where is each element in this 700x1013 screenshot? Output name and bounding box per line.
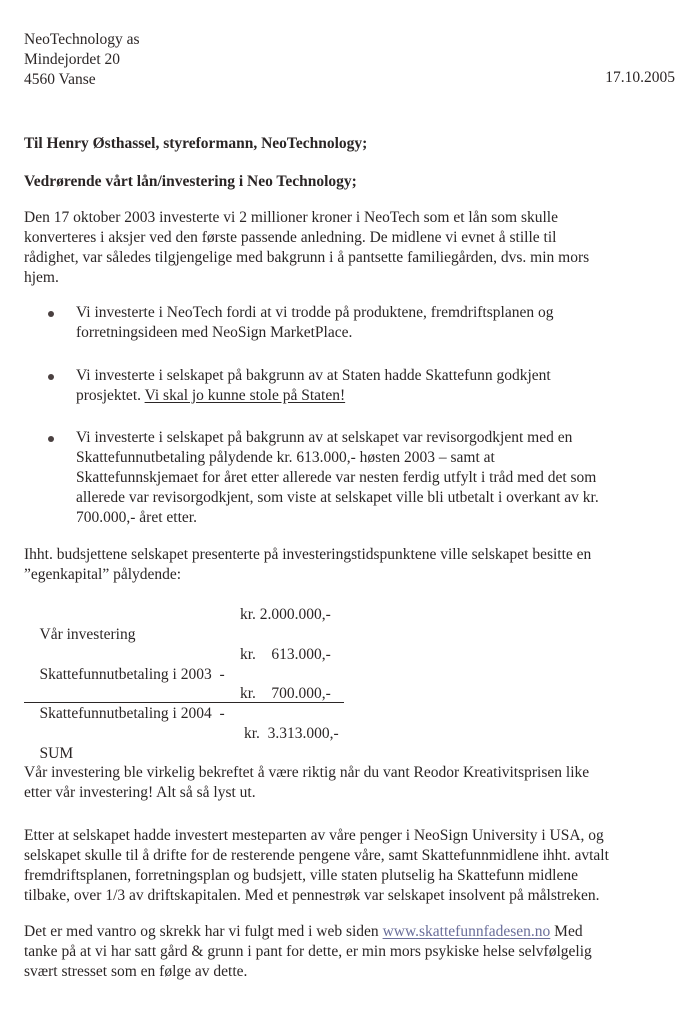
text-line: Vi investerte i NeoTech fordi at vi trodde på produktene, fremdriftsplanen og bbox=[76, 304, 554, 321]
bullet-icon bbox=[48, 311, 54, 317]
sender-address bbox=[24, 30, 140, 90]
row-amount: kr. 700.000,- bbox=[240, 685, 331, 702]
sender-postal: 4560 Vanse bbox=[24, 71, 96, 88]
subtotal-divider bbox=[24, 685, 344, 703]
underlined-emphasis: Vi skal jo kunne stole på Staten! bbox=[144, 387, 346, 404]
text-line bbox=[76, 386, 551, 406]
text-line: selskapet skulle til å drifte for de resterende pengene våre, samt Skattefunnmidlene ihht. avtalt bbox=[24, 847, 609, 864]
recipient-heading: Til Henry Østhassel, styreformann, NeoTechnology; bbox=[24, 135, 368, 152]
text-line: Etter at selskapet hadde investert mesteparten av våre penger i NeoSign University i USA, og bbox=[24, 827, 604, 844]
bullet-icon bbox=[48, 374, 54, 380]
text-line: forretningsideen med NeoSign MarketPlace. bbox=[76, 324, 353, 341]
text-line: 700.000,- året etter. bbox=[76, 509, 197, 526]
subject-heading: Vedrørende vårt lån/investering i Neo Technology; bbox=[24, 173, 357, 190]
text-line: Den 17 oktober 2003 investerte vi 2 millioner kroner i NeoTech som et lån som skulle bbox=[24, 209, 558, 226]
website-link[interactable]: www.skattefunnfadesen.no bbox=[382, 923, 551, 940]
text-line: Vi investerte i selskapet på bakgrunn av at selskapet var revisorgodkjent med en bbox=[76, 429, 573, 446]
row-label: Skattefunnutbetaling i 2003 - bbox=[39, 666, 225, 683]
text-line: svært stresset som en følge av dette. bbox=[24, 963, 248, 980]
row-label: Skattefunnutbetaling i 2004 - bbox=[39, 705, 225, 722]
sender-company: NeoTechnology as bbox=[24, 31, 140, 48]
text-line: konverteres i aksjer ved den første passende anledning. De midlene vi evnet å stille til bbox=[24, 229, 557, 246]
text-line: rådighet, var således tilgjengelige med bakgrunn i å pantsette familiegården, dvs. min mors bbox=[24, 249, 590, 266]
sum-amount: kr. 3.313.000,- bbox=[244, 725, 339, 742]
text-line: tilbake, over 1/3 av driftskapitalen. Med et pennestrøk var selskapet insolvent på målstreken. bbox=[24, 887, 600, 904]
text-line: allerede var revisorgodkjent, som viste at selskapet ville bli utbetalt i overkant av kr. bbox=[76, 489, 599, 506]
insolvency-paragraph bbox=[24, 826, 674, 906]
text-fragment: Det er med vantro og skrekk har vi fulgt med i web siden bbox=[24, 923, 383, 940]
row-amount: kr. 613.000,- bbox=[240, 646, 331, 663]
confirmation-paragraph bbox=[24, 763, 674, 803]
letter-date: 17.10.2005 bbox=[605, 69, 675, 86]
text-line: Vår investering ble virkelig bekreftet å være riktig når du vant Reodor Kreativitsprisen like bbox=[24, 764, 590, 781]
row-label: SUM bbox=[39, 745, 74, 762]
text-line: tanke på at vi har satt gård & grunn i pant for dette, er min mors psykiske helse selvfølgelig bbox=[24, 943, 592, 960]
budget-paragraph bbox=[24, 545, 674, 585]
text-fragment: prosjektet. bbox=[76, 387, 145, 404]
text-fragment: Med bbox=[550, 923, 583, 940]
text-line: Skattefunnskjemaet for året etter allerede var nesten ferdig utfylt i tråd med det som bbox=[76, 469, 597, 486]
text-line: Ihht. budsjettene selskapet presenterte på investeringstidspunktene ville selskapet besitte en bbox=[24, 546, 592, 563]
text-line: ”egenkapital” pålydende: bbox=[24, 566, 182, 583]
text-line: hjem. bbox=[24, 269, 59, 286]
closing-paragraph bbox=[24, 922, 674, 982]
bullet-icon bbox=[48, 436, 54, 442]
row-label: Vår investering bbox=[39, 626, 136, 643]
row-amount: kr. 2.000.000,- bbox=[240, 606, 331, 623]
text-line: Vi investerte i selskapet på bakgrunn av at Staten hadde Skattefunn godkjent bbox=[76, 367, 551, 384]
text-line bbox=[24, 922, 674, 942]
intro-paragraph bbox=[24, 208, 674, 288]
text-line: fremdriftsplanen, forretningsplan og budsjett, ville staten plutselig ha Skattefunn midlene bbox=[24, 867, 578, 884]
text-line: etter vår investering! Alt så så lyst ut. bbox=[24, 784, 256, 801]
text-line: Skattefunnutbetaling pålydende kr. 613.000,- høsten 2003 – samt at bbox=[76, 449, 495, 466]
sender-street: Mindejordet 20 bbox=[24, 51, 120, 68]
